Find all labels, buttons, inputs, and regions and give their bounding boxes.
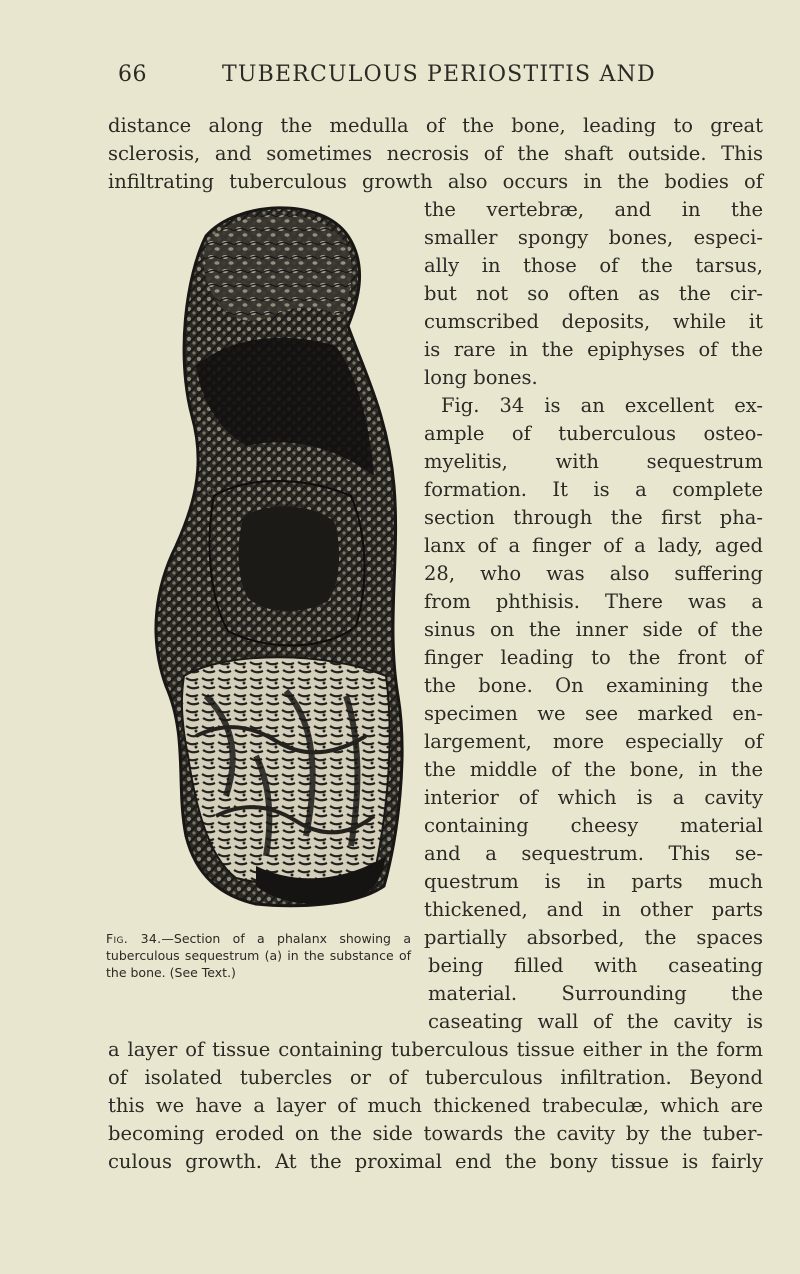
text-line: cumscribed deposits, while it: [424, 310, 763, 333]
page-header: [118, 62, 678, 92]
text-line: becoming eroded on the side towards the cavity by the tuber-: [108, 1122, 763, 1145]
sequestrum: [238, 506, 339, 611]
text-line: the bone. On examining the: [424, 674, 763, 697]
text-line: partially absorbed, the spaces: [424, 926, 763, 949]
text-line: this we have a layer of much thickened trabeculæ, which are: [108, 1094, 763, 1117]
text-line: but not so often as the cir-: [424, 282, 763, 305]
upper-cortex: [204, 215, 352, 321]
running-title: TUBERCULOUS PERIOSTITIS AND: [222, 62, 656, 87]
text-line: containing cheesy material: [424, 814, 763, 837]
text-line: section through the first pha-: [424, 506, 763, 529]
text-line: finger leading to the front of: [424, 646, 763, 669]
text-line: Fig. 34 is an excellent ex-: [441, 394, 763, 417]
text-line: smaller spongy bones, especi-: [424, 226, 763, 249]
text-line: of isolated tubercles or of tuberculous infiltration. Beyond: [108, 1066, 763, 1089]
text-line: thickened, and in other parts: [424, 898, 763, 921]
text-line: infiltrating tuberculous growth also occurs in the bodies of: [108, 170, 763, 193]
text-line: 28, who was also suffering: [424, 562, 763, 585]
text-line: specimen we see marked en-: [424, 702, 763, 725]
text-line: ally in those of the tarsus,: [424, 254, 763, 277]
text-line: questrum is in parts much: [424, 870, 763, 893]
caption-text: —Section of a phalanx showing a tuberculous sequestrum (a) in the substance of the bone. (See Text.): [106, 931, 411, 980]
text-line: ample of tuberculous osteo-: [424, 422, 763, 445]
text-line: the vertebræ, and in the: [424, 198, 763, 221]
text-line: being filled with caseating: [428, 954, 763, 977]
text-line: sclerosis, and sometimes necrosis of the shaft outside. This: [108, 142, 763, 165]
text-line: from phthisis. There was a: [424, 590, 763, 613]
text-line: lanx of a finger of a lady, aged: [424, 534, 763, 557]
text-line: largement, more especially of: [424, 730, 763, 753]
text-line: interior of which is a cavity: [424, 786, 763, 809]
text-line: distance along the medulla of the bone, leading to great: [108, 114, 763, 137]
text-line: material. Surrounding the: [428, 982, 763, 1005]
phalanx-section-figure: [136, 196, 426, 916]
text-line: and a sequestrum. This se-: [424, 842, 763, 865]
text-line: myelitis, with sequestrum: [424, 450, 763, 473]
text-line: is rare in the epiphyses of the: [424, 338, 763, 361]
figure-caption: [106, 930, 411, 981]
text-line: long bones.: [424, 366, 538, 389]
text-line: formation. It is a complete: [424, 478, 763, 501]
page-number: 66: [118, 62, 147, 87]
text-line: caseating wall of the cavity is: [428, 1010, 763, 1033]
text-line: sinus on the inner side of the: [424, 618, 763, 641]
phalanx-section-illustration: [136, 196, 426, 916]
text-line: the middle of the bone, in the: [424, 758, 763, 781]
caption-label: Fig. 34.: [106, 931, 162, 946]
text-line: a layer of tissue containing tuberculous tissue either in the form: [108, 1038, 763, 1061]
text-line: culous growth. At the proximal end the bony tissue is fairly: [108, 1150, 763, 1173]
figure-label-a: a: [207, 484, 215, 499]
